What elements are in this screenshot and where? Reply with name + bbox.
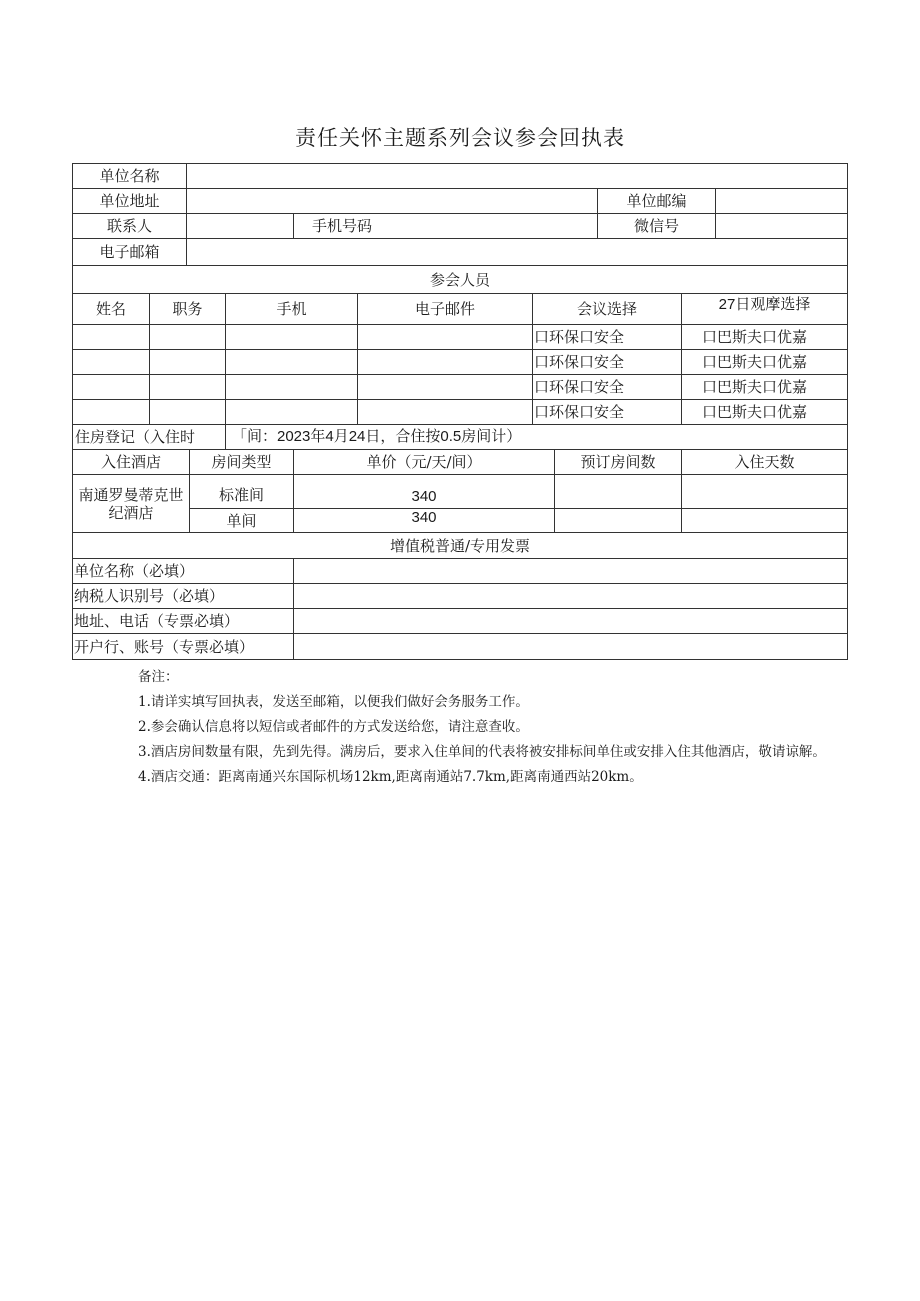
invoice-section-title: 增值税普通/专用发票 [72, 532, 848, 559]
phone-label: 手机号码 [293, 213, 598, 239]
note-item: 3.酒店房间数量有限，先到先得。满房后，要求入住单间的代表将被安排标间单住或安排入住其他酒店，敬请谅解。 [138, 744, 826, 760]
attendee-meeting-checkboxes[interactable]: 口环保口安全 [532, 399, 682, 425]
email-input[interactable] [186, 238, 848, 266]
attendee-position-cell[interactable] [149, 374, 226, 400]
room-type-header: 房间类型 [189, 449, 294, 475]
attendee-mobile-cell[interactable] [225, 349, 358, 375]
invoice-bank-account-input[interactable] [293, 633, 848, 660]
attendee-visit-checkboxes[interactable]: 口巴斯夫口优嘉 [681, 324, 848, 350]
room-type-standard: 标准间 [189, 474, 294, 509]
attendee-mobile-cell[interactable] [225, 399, 358, 425]
invoice-address-phone-label: 地址、电话（专票必填） [72, 608, 294, 634]
room-price-single: 340 [293, 508, 555, 533]
attendee-position-cell[interactable] [149, 349, 226, 375]
unit-address-input[interactable] [186, 188, 598, 214]
attendee-meeting-checkboxes[interactable]: 口环保口安全 [532, 349, 682, 375]
contact-input[interactable] [186, 213, 294, 239]
header-meeting-choice: 会议选择 [532, 293, 682, 325]
invoice-tax-id-input[interactable] [293, 583, 848, 609]
note-item: 1.请详实填写回执表，发送至邮箱，以便我们做好会务服务工作。 [138, 694, 529, 710]
attendee-meeting-checkboxes[interactable]: 口环保口安全 [532, 374, 682, 400]
invoice-address-phone-input[interactable] [293, 608, 848, 634]
attendee-name-cell[interactable] [72, 374, 150, 400]
attendees-section-title: 参会人员 [72, 265, 848, 294]
attendee-mobile-cell[interactable] [225, 324, 358, 350]
notes-title: 备注： [138, 669, 179, 685]
notes-block [138, 665, 848, 790]
rooms-count-single[interactable] [554, 508, 682, 533]
attendee-email-cell[interactable] [357, 349, 533, 375]
attendee-meeting-checkboxes[interactable]: 口环保口安全 [532, 324, 682, 350]
header-name: 姓名 [72, 293, 150, 325]
unit-postcode-input[interactable] [715, 188, 848, 214]
stay-days-header: 入住天数 [681, 449, 848, 475]
attendee-email-cell[interactable] [357, 374, 533, 400]
note-item: 4.酒店交通：距离南通兴东国际机场12km,距离南通站7.7km,距离南通西站20km。 [138, 769, 643, 785]
unit-postcode-label: 单位邮编 [597, 188, 716, 214]
invoice-unit-name-input[interactable] [293, 558, 848, 584]
room-type-single: 单间 [189, 508, 294, 533]
hotel-name: 南通罗曼蒂克世纪酒店 [72, 474, 190, 533]
attendee-visit-checkboxes[interactable]: 口巴斯夫口优嘉 [681, 399, 848, 425]
invoice-unit-name-label: 单位名称（必填） [72, 558, 294, 584]
attendee-visit-checkboxes[interactable]: 口巴斯夫口优嘉 [681, 374, 848, 400]
unit-address-label: 单位地址 [72, 188, 187, 214]
room-price-standard: 340 [293, 474, 555, 509]
lodging-label: 住房登记（入住时 [72, 424, 226, 450]
attendee-visit-checkboxes[interactable]: 口巴斯夫口优嘉 [681, 349, 848, 375]
rooms-count-header: 预订房间数 [554, 449, 682, 475]
lodging-info: 「间：2023年4月24日，合住按0.5房间计） [225, 424, 848, 450]
unit-name-input[interactable] [186, 163, 848, 189]
attendee-name-cell[interactable] [72, 399, 150, 425]
attendee-position-cell[interactable] [149, 324, 226, 350]
hotel-header: 入住酒店 [72, 449, 190, 475]
note-item: 2.参会确认信息将以短信或者邮件的方式发送给您，请注意查收。 [138, 719, 529, 735]
price-header: 单价（元/天/间） [293, 449, 555, 475]
wechat-label: 微信号 [597, 213, 716, 239]
attendee-name-cell[interactable] [72, 324, 150, 350]
invoice-bank-account-label: 开户行、账号（专票必填） [72, 633, 294, 660]
wechat-input[interactable] [715, 213, 848, 239]
invoice-tax-id-label: 纳税人识别号（必填） [72, 583, 294, 609]
header-position: 职务 [149, 293, 226, 325]
rooms-count-standard[interactable] [554, 474, 682, 509]
stay-days-standard[interactable] [681, 474, 848, 509]
header-mobile: 手机 [225, 293, 358, 325]
attendee-email-cell[interactable] [357, 399, 533, 425]
attendee-position-cell[interactable] [149, 399, 226, 425]
header-email: 电子邮件 [357, 293, 533, 325]
stay-days-single[interactable] [681, 508, 848, 533]
form-title: 责任关怀主题系列会议参会回执表 [295, 126, 625, 150]
unit-name-label: 单位名称 [72, 163, 187, 189]
contact-label: 联系人 [72, 213, 187, 239]
attendee-mobile-cell[interactable] [225, 374, 358, 400]
attendee-name-cell[interactable] [72, 349, 150, 375]
email-label: 电子邮箱 [72, 238, 187, 266]
header-visit-choice: 27日观摩选择 [681, 293, 848, 325]
attendee-email-cell[interactable] [357, 324, 533, 350]
